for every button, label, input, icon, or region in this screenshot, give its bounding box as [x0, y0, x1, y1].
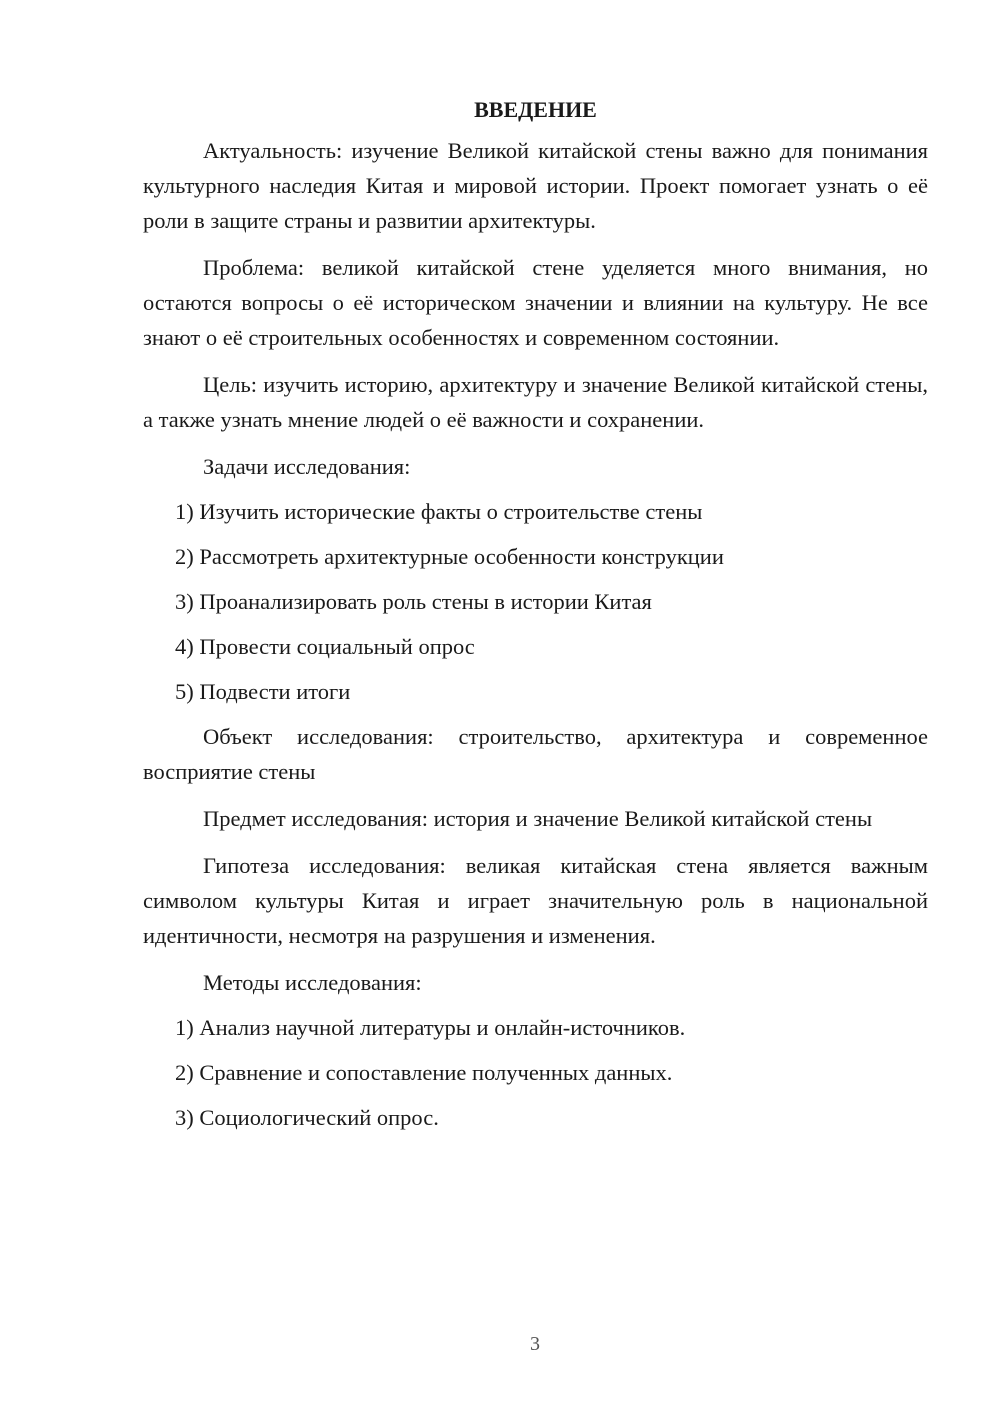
task-item: 3) Проанализировать роль стены в истории Китая — [175, 589, 652, 614]
tasks-heading: Задачи исследования: — [203, 454, 411, 479]
subject-paragraph: Предмет исследования: история и значение Великой китайской стены — [203, 806, 873, 831]
methods-list — [143, 1010, 928, 1135]
page-title: ВВЕДЕНИЕ — [474, 97, 597, 122]
page-number: 3 — [530, 1333, 540, 1355]
method-item: 1) Анализ научной литературы и онлайн-источников. — [175, 1015, 686, 1040]
object-paragraph: Объект исследования: строительство, архитектура и современное восприятие стены — [143, 724, 928, 784]
method-item: 2) Сравнение и сопоставление полученных данных. — [175, 1060, 673, 1085]
task-item: 2) Рассмотреть архитектурные особенности конструкции — [175, 544, 724, 569]
document-page — [143, 92, 928, 1145]
relevance-paragraph: Актуальность: изучение Великой китайской стены важно для понимания культурного наследия Китая и мировой истории. Проект помогает узнать о её роли в защите страны и развитии архитектуры. — [143, 138, 928, 233]
methods-heading: Методы исследования: — [203, 970, 422, 995]
tasks-list — [143, 494, 928, 709]
method-item: 3) Социологический опрос. — [175, 1105, 439, 1130]
hypothesis-paragraph: Гипотеза исследования: великая китайская стена является важным символом культуры Китая и играет значительную роль в национальной идентичности, несмотря на разрушения и изменения. — [143, 853, 928, 948]
problem-paragraph: Проблема: великой китайской стене уделяется много внимания, но остаются вопросы о её историческом значении и влиянии на культуру. Не все знают о её строительных особенностях и современном состоянии. — [143, 255, 928, 350]
task-item: 4) Провести социальный опрос — [175, 634, 475, 659]
task-item: 1) Изучить исторические факты о строительстве стены — [175, 499, 703, 524]
goal-paragraph: Цель: изучить историю, архитектуру и значение Великой китайской стены, а также узнать мнение людей о её важности и сохранении. — [143, 372, 928, 432]
task-item: 5) Подвести итоги — [175, 679, 351, 704]
